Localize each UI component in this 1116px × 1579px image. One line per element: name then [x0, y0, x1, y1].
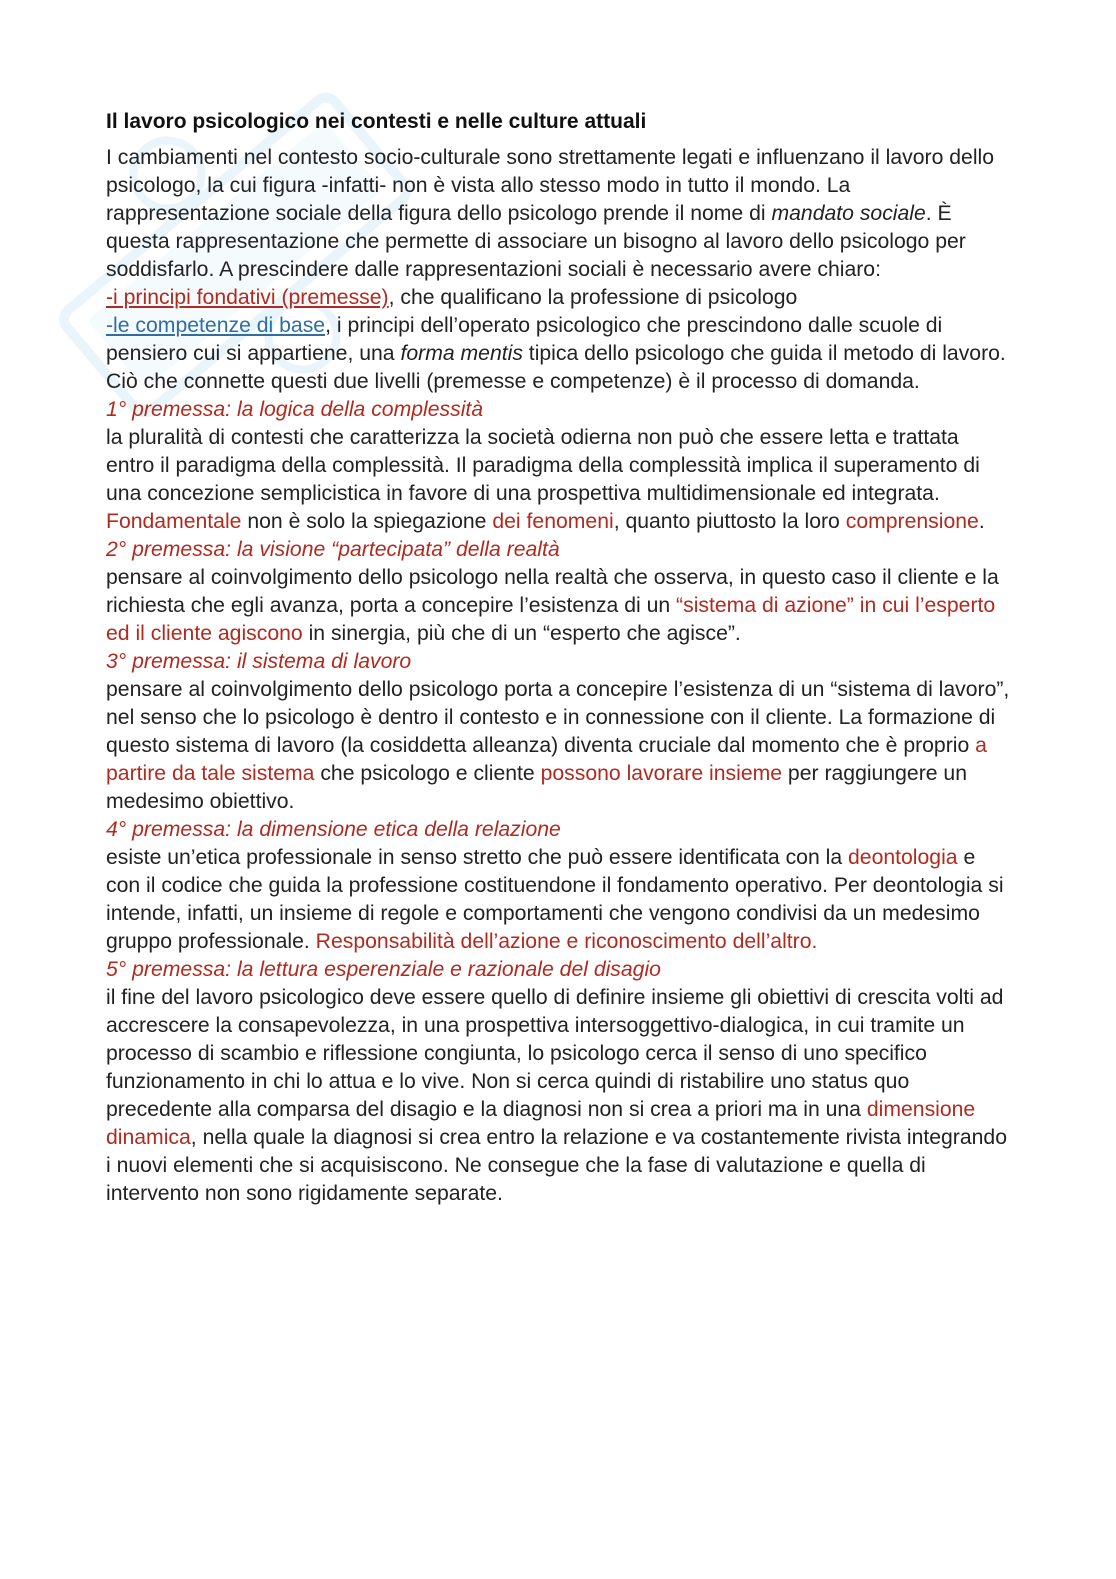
page-title: Il lavoro psicologico nei contesti e nelle culture attuali — [106, 110, 647, 133]
document-page — [106, 108, 1011, 1208]
premise-3-heading: 3° premessa: il sistema di lavoro — [106, 650, 412, 673]
premise-5-body: il fine del lavoro psicologico deve essere quello di definire insieme gli obiettivi di crescita volti ad accrescere la consapevolezza, in una prospettiva intersoggettivo-dialogica, in cui tramite un processo di scambio e riflessione congiunta, lo psicologo cerca il senso di uno specifico funzionamento in chi lo attua e lo vive. Non si cerca quindi di ristabilire uno status quo precedente alla comparsa del disagio e la diagnosi non si crea a priori ma in una dimensione dinamica, nella quale la diagnosi si crea entro la relazione e va costantemente rivista integrando i nuovi elementi che si acquisiscono. Ne consegue che la fase di valutazione e quella di intervento non sono rigidamente separate. — [106, 986, 1008, 1205]
connect-paragraph: Ciò che connette questi due livelli (premesse e competenze) è il processo di domanda. — [106, 370, 920, 393]
link-principi-fondativi[interactable]: -i principi fondativi (premesse) — [106, 286, 389, 309]
premise-4-heading: 4° premessa: la dimensione etica della relazione — [106, 818, 561, 841]
premise-4-body: esiste un’etica professionale in senso stretto che può essere identificata con la deontologia e con il codice che guida la professione costituendone il fondamento operativo. Per deontologia si intende, infatti, un insieme di regole e comportamenti che vengono condivisi da un medesimo gruppo professionale. Responsabilità dell’azione e riconoscimento dell’altro. — [106, 846, 1004, 953]
link-competenze-di-base[interactable]: -le competenze di base — [106, 314, 326, 337]
premise-1-body: la pluralità di contesti che caratterizza la società odierna non può che essere letta e trattata entro il paradigma della complessità. Il paradigma della complessità implica il superamento di una concezione semplicistica in favore di una prospettiva multidimensionale ed integrata. Fondamentale non è solo la spiegazione dei fenomeni, quanto piuttosto la loro comprensione. — [106, 426, 985, 533]
premise-2-heading: 2° premessa: la visione “partecipata” della realtà — [106, 538, 560, 561]
intro-paragraph: I cambiamenti nel contesto socio-culturale sono strettamente legati e influenzano il lavoro dello psicologo, la cui figura -infatti- non è vista allo stesso modo in tutto il mondo. La rappresentazione sociale della figura dello psicologo prende il nome di mandato sociale. È questa rappresentazione che permette di associare un bisogno al lavoro dello psicologo per soddisfarlo. A prescindere dalle rappresentazioni sociali è necessario avere chiaro: — [106, 146, 995, 281]
list-item-premesse: -i principi fondativi (premesse), che qualificano la professione di psicologo — [106, 286, 798, 309]
premise-3-body: pensare al coinvolgimento dello psicologo porta a concepire l’esistenza di un “sistema di lavoro”, nel senso che lo psicologo è dentro il contesto e in connessione con il cliente. La formazione di questo sistema di lavoro (la cosiddetta alleanza) diventa cruciale dal momento che è proprio a partire da tale sistema che psicologo e cliente possono lavorare insieme per raggiungere un medesimo obiettivo. — [106, 678, 1010, 813]
premise-5-heading: 5° premessa: la lettura esperenziale e razionale del disagio — [106, 958, 661, 981]
intro-emphasis: mandato sociale — [771, 202, 926, 225]
premise-1-heading: 1° premessa: la logica della complessità — [106, 398, 484, 421]
list-item-competenze: -le competenze di base, i principi dell’operato psicologico che prescindono dalle scuole di pensiero cui si appartiene, una forma mentis tipica dello psicologo che guida il metodo di lavoro. — [106, 314, 1006, 365]
premise-2-body: pensare al coinvolgimento dello psicologo nella realtà che osserva, in questo caso il cliente e la richiesta che egli avanza, porta a concepire l’esistenza di un “sistema di azione” in cui l’esperto ed il cliente agiscono in sinergia, più che di un “esperto che agisce”. — [106, 566, 999, 645]
